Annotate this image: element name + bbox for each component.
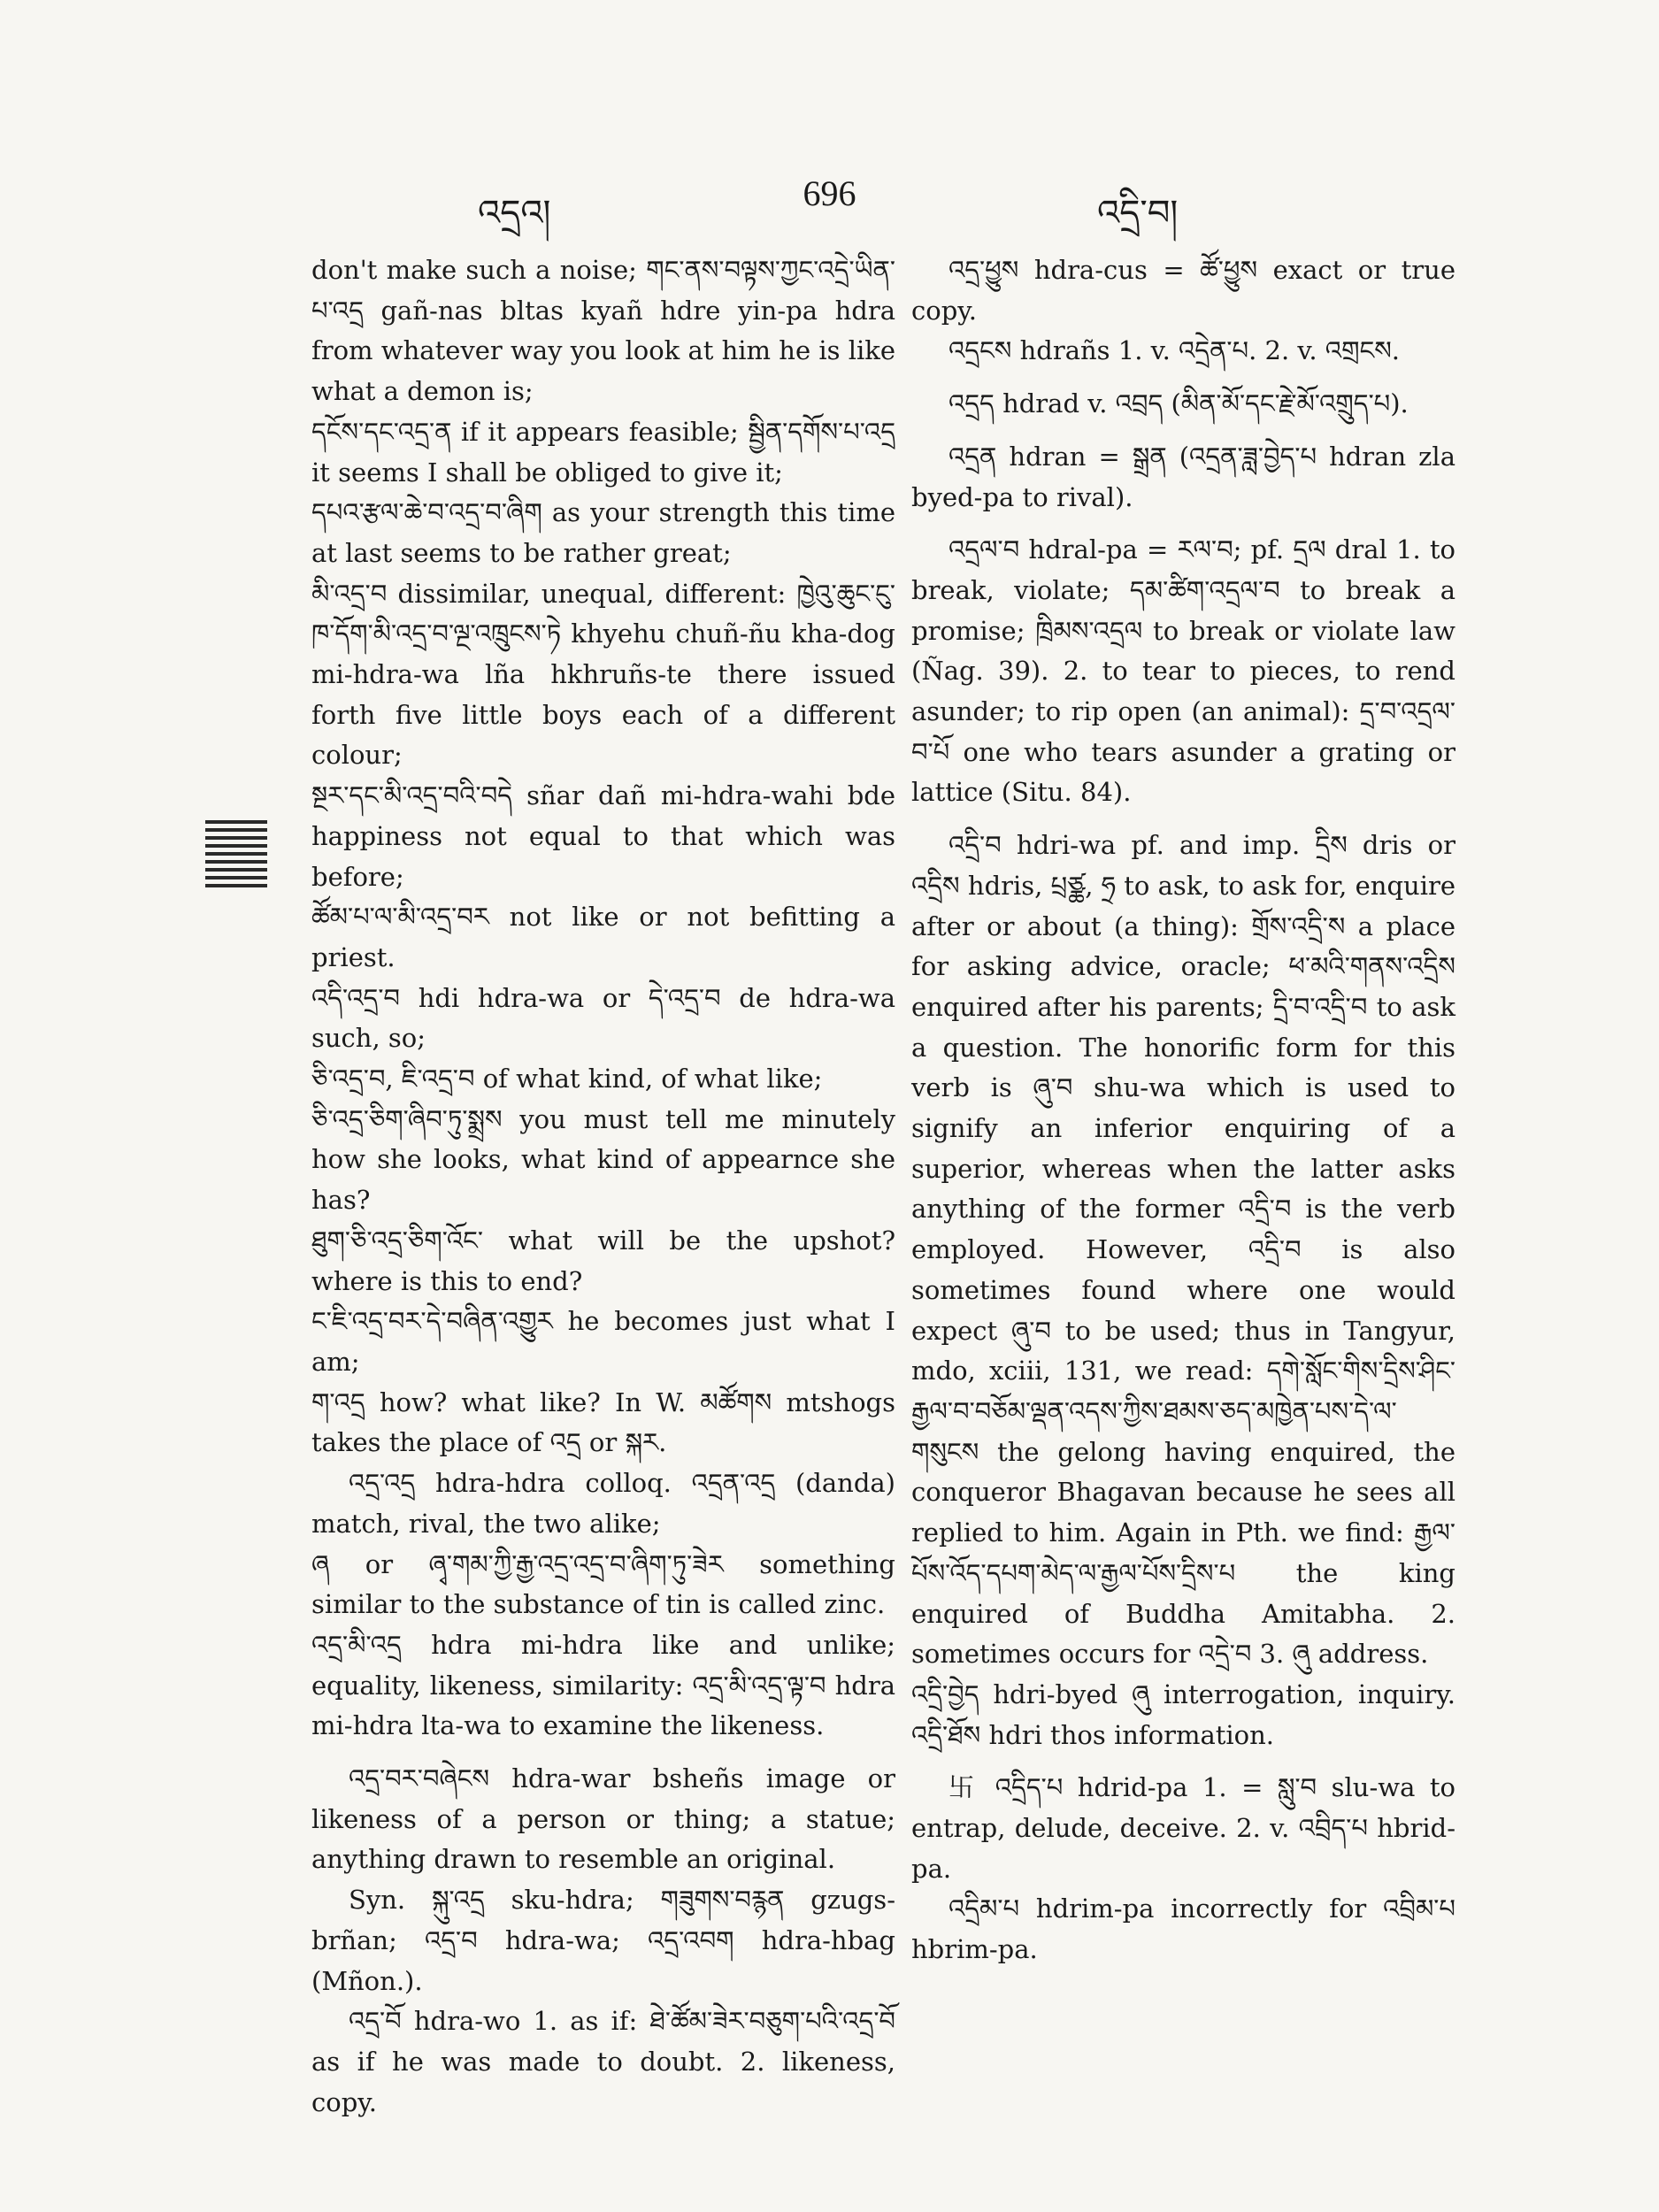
entry-text: འདི་འདྲ་བ hdi hdra-wa or དེ་འདྲ་བ de hdra-wa such, so;: [311, 982, 895, 1054]
entry-text: འདྲ་མི་འདྲ hdra mi-hdra like and unlike; equality, likeness, similarity: འདྲ་མི་འདྲ་ལྟ་བ hdra mi-hdra lta-wa to examine the likeness.: [311, 1629, 895, 1741]
entry-text: don't make such a noise; གང་ནས་བལྟས་ཀྱང་འདྲེ་ཡིན་པ་འདྲ gañ-nas bltas kyañ hdre yin-pa hdra from whatever way you look at him he is like what a demon is;: [311, 255, 895, 407]
page-header: [0, 173, 1659, 234]
entry-text: ག་འདྲ how? what like? In W. མཚོགས mtshogs takes the place of འདྲ or སྐར.: [311, 1386, 895, 1458]
entry-text: ཚོམ་པ་ལ་མི་འདྲ་བར not like or not befitting a priest.: [311, 902, 895, 972]
entry-text: ང་ཇི་འདྲ་བར་དེ་བཞིན་འགྱུར he becomes just what I am;: [311, 1306, 895, 1377]
entry-text: འདྲིམ་པ hdrim-pa incorrectly for འབྲིམ་པ hbrim-pa.: [911, 1893, 1455, 1965]
header-right-headword: འདྲི་བ།: [1097, 193, 1179, 234]
entry-text: དཔའ་རྩལ་ཆེ་བ་འདྲ་བ་ཞིག as your strength this time at last seems to be rather great;: [311, 497, 895, 568]
margin-stamp-icon: [205, 818, 267, 887]
entry-text: སྔར་དང་མི་འདྲ་བའི་བདེ sñar dañ mi-hdra-wahi bde happiness not equal to that which was before;: [311, 780, 895, 892]
page-number: 696: [803, 173, 856, 213]
entry-headword: འདྲི་བ hdri-wa pf. and imp. དྲིས dris or འདྲིས hdris, པྲཙྪ, ཧྲ to ask, to ask for, enquire after or about (a thing): གྲོས་འདྲི་ས a place for asking advice, oracle; ཕ་མའི་གནས་འདྲིས enquired after his parents; དྲི་བ་འདྲི་བ to ask a question. The honorific form for this verb is ཞུ་བ shu-wa which is used to signify an inferior enquiring of a superior, whereas when the latter asks anything of the former འདྲི་བ is the verb employed. However, འདྲི་བ is also sometimes found where one would expect ཞུ་བ to be used; thus in Tangyur, mdo, xciii, 131, we read: དགེ་སློང་གིས་དྲིས་ཤིང་རྒྱལ་བ་བཅོམ་ལྡན་འདས་ཀྱིས་ཐམས་ཅད་མཁྱེན་པས་དེ་ལ་གསུངས the gelong having enquired, the conqueror Bhagavan because he sees all replied to him. Again in Pth. we find: རྒྱལ་པོས་འོད་དཔག་མེད་ལ་རྒྱལ་པོས་དྲིས་པ the king enquired of Buddha Amitabha. 2. sometimes occurs for འདྲེ་བ 3. ཞུ address.: [911, 830, 1455, 1670]
entry-text: འདྲངས hdrañs 1. v. འདྲེན་པ. 2. v. འགྲངས.: [949, 335, 1401, 366]
entry-text: མི་འདྲ་བ dissimilar, unequal, different: ཁྱེའུ་ཆུང་ངུ་ཁ་དོག་མི་འདྲ་བ་ལྔ་འཁྲུངས་ཏེ khyehu chuñ-ñu kha-dog mi-hdra-wa lña hkhruñs-te there issued forth five little boys each of a different colour;: [311, 578, 895, 771]
entry-text: ཞ or ཞྭ་གམ་ཀྱི་རྒྱ་འདྲ་འདྲ་བ་ཞིག་ཏུ་ཟེར something similar to the substance of tin is called zinc.: [311, 1548, 895, 1620]
entry-text: འདྲ་འདྲ hdra-hdra colloq. འདྲན་འདྲ (danda) match, rival, the two alike;: [311, 1468, 895, 1539]
entry-text: ཅི་འདྲ་ཅིག་ཞིབ་ཏུ་སྨྲས you must tell me minutely how she looks, what kind of appearnce she has?: [311, 1103, 895, 1216]
entry-text: ཐུག་ཅི་འདྲ་ཅིག་འོང་ what will be the upshot? where is this to end?: [311, 1225, 895, 1296]
entry-text: འདྲ་བོ hdra-wo 1. as if: ཐེ་ཚོམ་ཟེར་བཅུག་པའི་འདྲ་བོ as if he was made to doubt. 2. likeness, copy.: [311, 2006, 895, 2117]
entry-text: འདྲ་ཕྱུས hdra-cus = ཚོ་ཕྱུས exact or true copy.: [911, 255, 1455, 326]
right-column: [911, 250, 1455, 1970]
entry-text: འདྲན hdran = སྒྲན (འདྲན་ཟླ་བྱེད་པ hdran zla byed-pa to rival).: [911, 441, 1455, 512]
entry-headword: འདྲལ་བ hdral-pa = རལ་བ; pf. དྲལ dral 1. to break, violate; དམ་ཚིག་འདྲལ་བ to break a promise; ཁྲིམས་འདྲལ to break or violate law (Ñag. 39). 2. to tear to pieces, to rend asunder; to rip open (an animal): དྲ་བ་འདྲལ་བ་པོ one who tears asunder a grating or lattice (Situ. 84).: [911, 534, 1455, 808]
entry-headword: འདྲད hdrad v. འབྲད (མིན་མོ་དང་རྗེ་མོ་འགྲུད་པ).: [949, 388, 1409, 419]
left-column: [311, 250, 895, 2123]
entry-text: ཅི་འདྲ་བ, ཇི་འདྲ་བ of what kind, of what like;: [311, 1064, 823, 1094]
header-left-headword: འདྲའ།: [478, 193, 551, 234]
entry-text: Syn. སྐུ་འདྲ sku-hdra; གཟུགས་བརྙན gzugs-brñan; འདྲ་བ hdra-wa; འདྲ་འབག hdra-hbag (Mñon.).: [311, 1885, 895, 1996]
entry-text: འདྲི་བྱེད hdri-byed ཞུ interrogation, inquiry. འདྲི་ཐོས hdri thos information.: [911, 1678, 1455, 1750]
entry-headword: 卐 འདྲིད་པ hdrid-pa 1. = སླུ་བ slu-wa to entrap, delude, deceive. 2. v. འབྲིད་པ hbrid-pa.: [911, 1772, 1455, 1884]
entry-text: འདྲ་བར་བཞེངས hdra-war bsheñs image or likeness of a person or thing; a statue; anything drawn to resemble an original.: [311, 1763, 895, 1875]
entry-text: དངོས་དང་འདྲ་ན if it appears feasible; སྦྱིན་དགོས་པ་འདྲ it seems I shall be obliged to give it;: [311, 416, 895, 488]
